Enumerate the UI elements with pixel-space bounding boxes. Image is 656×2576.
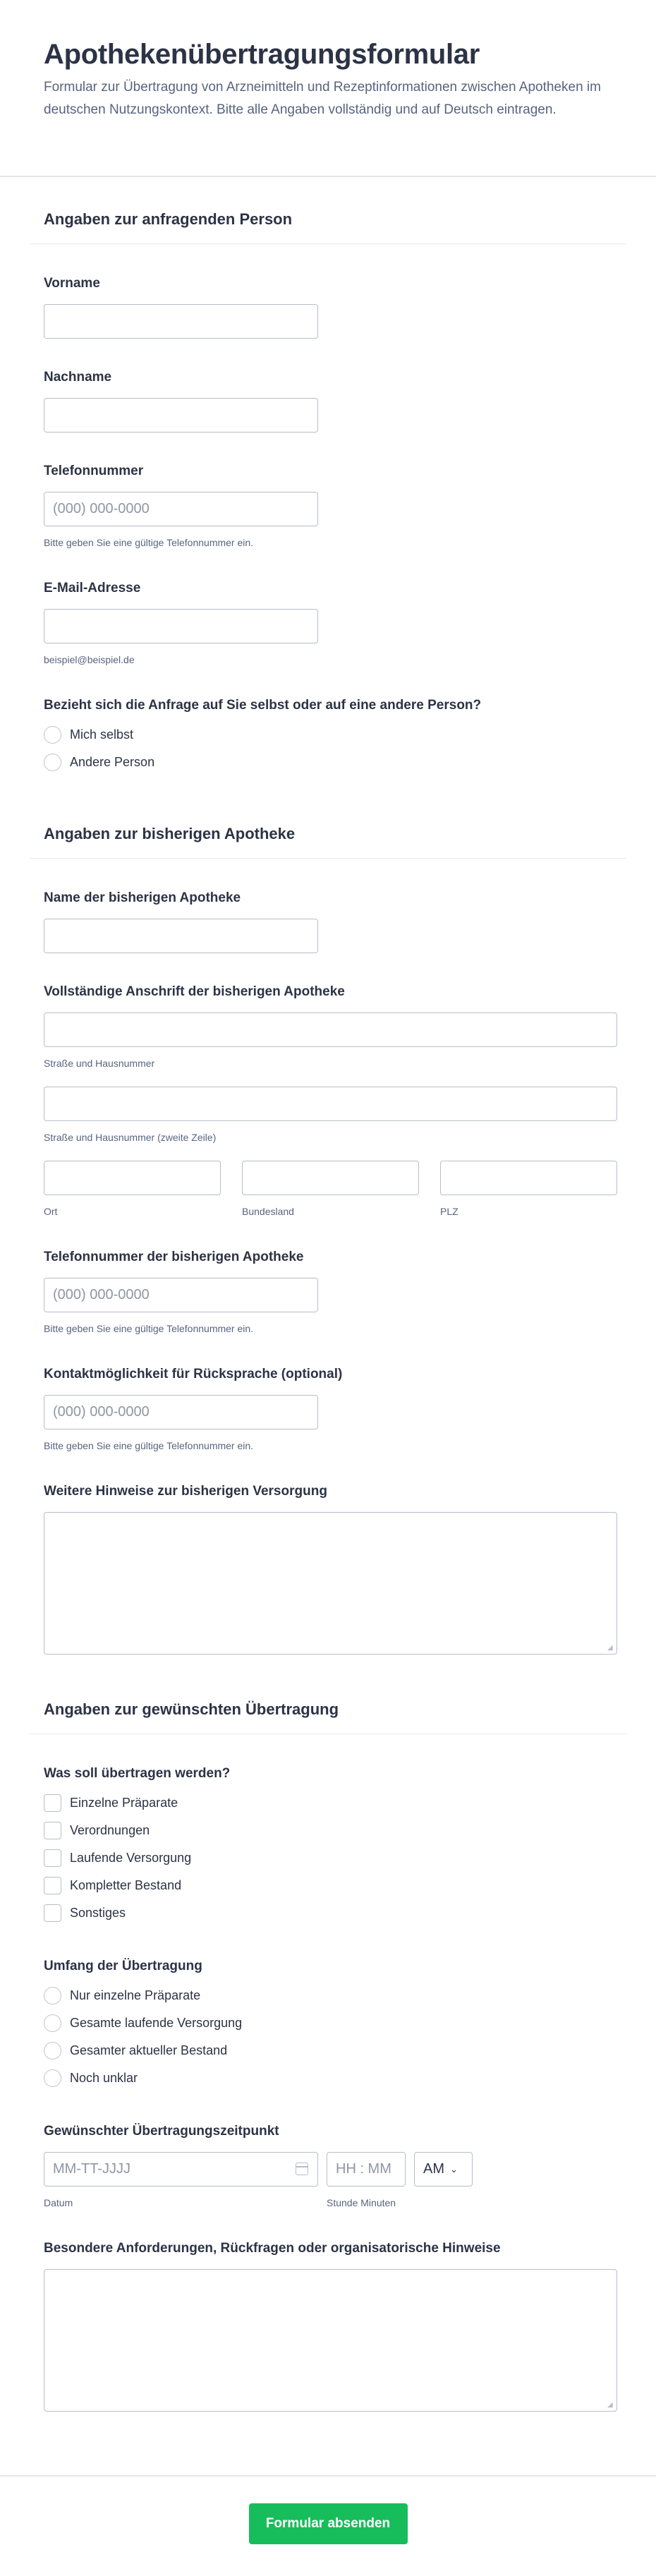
state-help: Bundesland: [242, 1206, 294, 1217]
contact-help: Bitte geben Sie eine gültige Telefonnummer ein.: [44, 1440, 254, 1451]
checkbox-option-label: Verordnungen: [70, 1823, 150, 1837]
checkbox-option[interactable]: [44, 1817, 612, 1844]
radio-option-label: Nur einzelne Präparate: [70, 1988, 201, 2002]
email-field: [44, 579, 612, 666]
zip-input[interactable]: [440, 1161, 617, 1195]
requirements-wrapper: [44, 2269, 617, 2412]
first-name-field: [44, 274, 612, 339]
datetime-row: [44, 2152, 612, 2187]
radio-circle[interactable]: [44, 754, 61, 771]
what-options: [44, 1789, 612, 1927]
pharmacy-phone-label: Telefonnummer der bisherigen Apotheke: [44, 1250, 304, 1264]
date-help: Datum: [44, 2197, 73, 2208]
street2-help: Straße und Hausnummer (zweite Zeile): [44, 1132, 217, 1143]
time-help: Stunde Minuten: [327, 2197, 396, 2208]
pharmacy-name-input[interactable]: [44, 919, 318, 953]
notes-wrapper: [44, 1512, 617, 1655]
calendar-icon[interactable]: [296, 2163, 308, 2175]
section-previous-pharmacy: [0, 792, 656, 1655]
form-title: Apothekenübertragungsformular: [44, 39, 480, 70]
requirements-field: [44, 2239, 612, 2412]
address-field: [44, 982, 612, 1218]
radio-option[interactable]: [44, 2037, 612, 2064]
chevron-down-icon: ⌄: [450, 2163, 458, 2175]
contact-input[interactable]: (000) 000-0000: [44, 1395, 318, 1429]
radio-option-label: Noch unklar: [70, 2071, 138, 2085]
ampm-select[interactable]: [414, 2152, 473, 2187]
email-label: E-Mail-Adresse: [44, 581, 141, 595]
resize-handle-icon[interactable]: ◢: [607, 2401, 613, 2409]
requirements-textarea[interactable]: [44, 2269, 617, 2412]
zip-col: [440, 1161, 617, 1218]
form-description: Formular zur Übertragung von Arzneimitteln und Rezeptinformationen zwischen Apotheken im deutschen Nutzungskontext. Bitte alle Angaben vollständig und auf Deutsch eintragen.: [44, 80, 601, 117]
date-box: [44, 2152, 318, 2187]
last-name-input[interactable]: [44, 398, 318, 433]
last-name-field: [44, 368, 612, 433]
checkbox[interactable]: [44, 1849, 61, 1867]
radio-option-label: Gesamter aktueller Bestand: [70, 2043, 228, 2057]
pharmacy-phone-input[interactable]: (000) 000-0000: [44, 1278, 318, 1312]
checkbox[interactable]: [44, 1822, 61, 1839]
phone-input[interactable]: (000) 000-0000: [44, 492, 318, 526]
phone-label: Telefonnummer: [44, 464, 144, 478]
resize-handle-icon[interactable]: ◢: [607, 1644, 613, 1652]
first-name-input[interactable]: [44, 304, 318, 339]
pharmacy-name-label: Name der bisherigen Apotheke: [44, 890, 241, 905]
checkbox-option[interactable]: [44, 1899, 612, 1927]
checkbox-option[interactable]: [44, 1844, 612, 1872]
scope-label: Umfang der Übertragung: [44, 1959, 202, 1973]
what-field: [44, 1764, 612, 1927]
phone-help: Bitte geben Sie eine gültige Telefonnummer ein.: [44, 537, 254, 548]
radio-option[interactable]: [44, 1982, 612, 2009]
first-name-label: Vorname: [44, 276, 100, 291]
checkbox-option[interactable]: [44, 1872, 612, 1899]
checkbox-option[interactable]: [44, 1789, 612, 1817]
radio-option-label: Mich selbst: [70, 727, 134, 742]
relation-label: Bezieht sich die Anfrage auf Sie selbst oder auf eine andere Person?: [44, 698, 482, 713]
pharmacy-phone-help: Bitte geben Sie eine gültige Telefonnummer ein.: [44, 1323, 254, 1334]
contact-field: [44, 1365, 612, 1452]
city-help: Ort: [44, 1206, 58, 1217]
address-label: Vollständige Anschrift der bisherigen Apotheke: [44, 984, 345, 999]
pharmacy-name-field: [44, 888, 612, 953]
what-label: Was soll übertragen werden?: [44, 1766, 231, 1781]
checkbox-option-label: Laufende Versorgung: [70, 1851, 192, 1865]
radio-circle[interactable]: [44, 2014, 61, 2032]
street2-input[interactable]: [44, 1087, 617, 1121]
datetime-sublabels: [44, 2187, 612, 2209]
relation-options: [44, 721, 612, 776]
notes-textarea[interactable]: [44, 1512, 617, 1655]
requirements-label: Besondere Anforderungen, Rückfragen oder organisatorische Hinweise: [44, 2241, 501, 2256]
email-input[interactable]: [44, 609, 318, 643]
notes-label: Weitere Hinweise zur bisherigen Versorgung: [44, 1484, 327, 1499]
notes-field: [44, 1482, 612, 1655]
radio-option[interactable]: [44, 749, 612, 776]
radio-option[interactable]: [44, 2064, 612, 2092]
relation-field: [44, 696, 612, 776]
section-header: [30, 1667, 626, 1734]
checkbox-option-label: Sonstiges: [70, 1906, 126, 1920]
radio-option-label: Andere Person: [70, 755, 155, 769]
street-help: Straße und Hausnummer: [44, 1058, 155, 1069]
form-header: [0, 0, 656, 177]
street-input[interactable]: [44, 1012, 617, 1047]
checkbox-option-label: Einzelne Präparate: [70, 1796, 178, 1810]
datetime-field: [44, 2122, 612, 2209]
state-col: [242, 1161, 419, 1218]
email-help: beispiel@beispiel.de: [44, 654, 135, 665]
scope-options: [44, 1982, 612, 2092]
section-title: Angaben zur anfragenden Person: [44, 210, 293, 228]
section-header: [30, 177, 626, 244]
city-state-zip-row: [44, 1161, 612, 1218]
radio-circle[interactable]: [44, 726, 61, 744]
section-header: [30, 792, 626, 859]
section-title: Angaben zur gewünschten Übertragung: [44, 1700, 339, 1718]
checkbox[interactable]: [44, 1877, 61, 1894]
pharmacy-phone-field: [44, 1247, 612, 1335]
radio-option-label: Gesamte laufende Versorgung: [70, 2016, 243, 2030]
time-input[interactable]: HH : MM: [327, 2152, 406, 2187]
scope-field: [44, 1957, 612, 2092]
city-input[interactable]: [44, 1161, 221, 1195]
datetime-label: Gewünschter Übertragungszeitpunkt: [44, 2124, 279, 2139]
section-title: Angaben zur bisherigen Apotheke: [44, 825, 296, 842]
city-col: [44, 1161, 221, 1218]
submit-button[interactable]: Formular absenden: [249, 2503, 408, 2544]
ampm-value: AM: [423, 2161, 444, 2177]
contact-label: Kontaktmöglichkeit für Rücksprache (optional): [44, 1367, 343, 1381]
radio-option[interactable]: [44, 721, 612, 749]
form-footer: [0, 2475, 656, 2576]
radio-circle[interactable]: [44, 2042, 61, 2060]
checkbox-option-label: Kompletter Bestand: [70, 1878, 182, 1892]
phone-field: [44, 461, 612, 549]
date-input[interactable]: MM-TT-JJJJ: [44, 2152, 318, 2187]
section-requester: [0, 177, 656, 776]
checkbox[interactable]: [44, 1904, 61, 1922]
radio-circle[interactable]: [44, 1987, 61, 2004]
checkbox[interactable]: [44, 1794, 61, 1812]
radio-circle[interactable]: [44, 2069, 61, 2087]
radio-option[interactable]: [44, 2009, 612, 2037]
state-input[interactable]: [242, 1161, 419, 1195]
section-transfer: [0, 1667, 656, 2412]
zip-help: PLZ: [440, 1206, 458, 1217]
last-name-label: Nachname: [44, 370, 112, 385]
